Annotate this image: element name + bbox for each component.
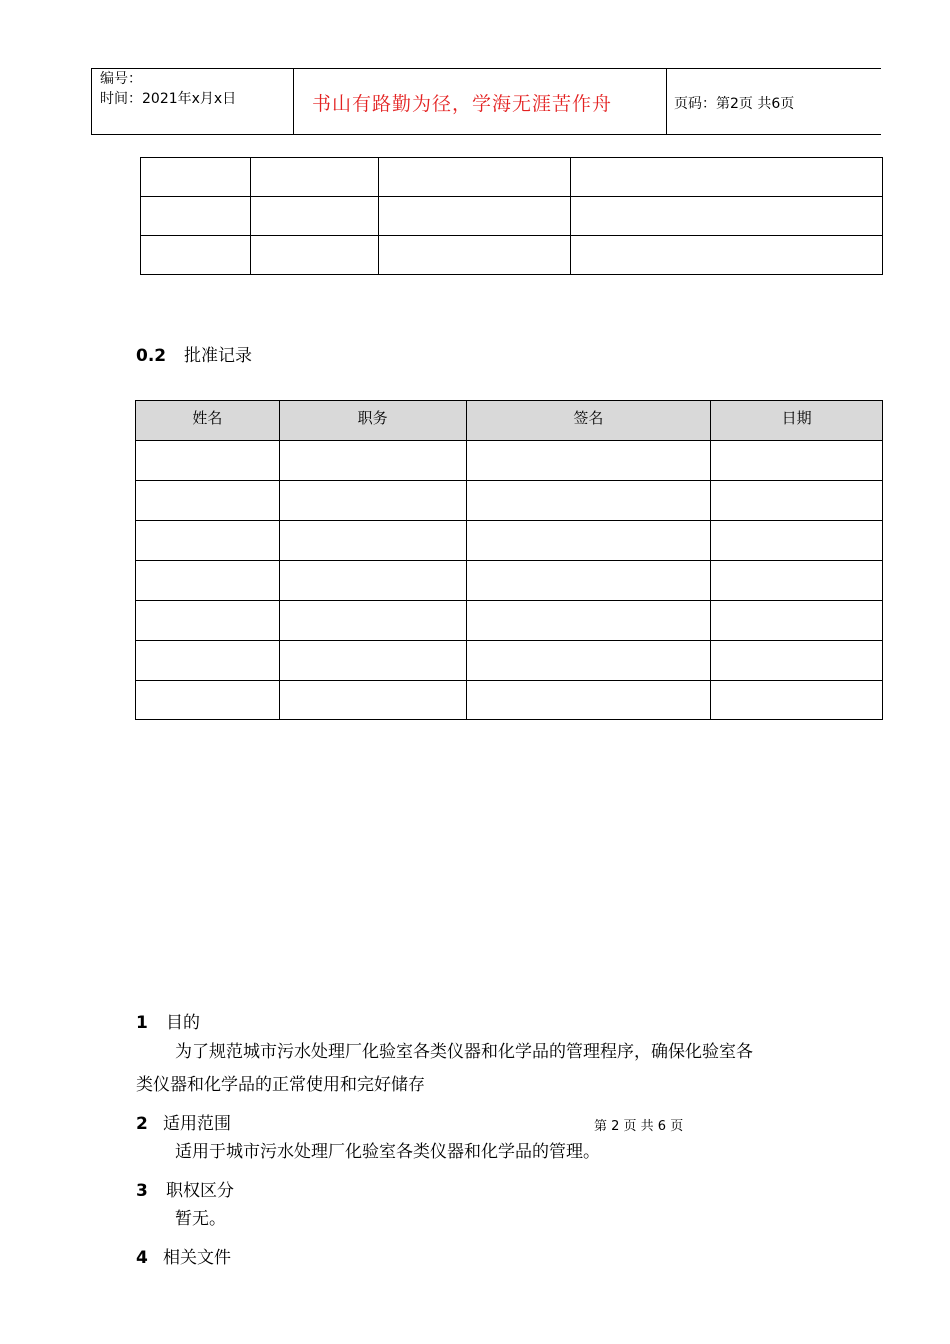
table-cell: [711, 641, 883, 681]
table-cell: [711, 441, 883, 481]
table-cell: [136, 441, 280, 481]
table-row: [136, 441, 883, 481]
section-1-text-line1: 为了规范城市污水处理厂化验室各类仪器和化学品的管理程序，确保化验室各: [175, 1042, 753, 1062]
table-cell: [466, 561, 711, 601]
approval-title: 批准记录: [184, 346, 252, 366]
table-cell: [571, 197, 883, 236]
table-cell: [466, 481, 711, 521]
table-cell: [711, 521, 883, 561]
time-label: 时间：2021年x月x日: [100, 91, 237, 107]
page-header: [91, 68, 881, 135]
table-cell: [136, 681, 280, 720]
section-4-heading: [136, 1243, 231, 1268]
table-cell: [571, 236, 883, 275]
table-cell: [711, 681, 883, 720]
table-cell: [279, 561, 466, 601]
table-row: [136, 521, 883, 561]
section-1-title: 目的: [166, 1013, 200, 1033]
section-2-number: 2: [136, 1114, 148, 1134]
table-cell: [466, 441, 711, 481]
col-header-date: 日期: [711, 401, 883, 441]
section-3-text: 暂无。: [175, 1209, 226, 1229]
table-cell: [136, 521, 280, 561]
approval-number: 0.2: [136, 346, 167, 366]
header-motto: 书山有路勤为径，学海无涯苦作舟: [312, 93, 613, 115]
section-1-text-line2: 类仪器和化学品的正常使用和完好储存: [136, 1075, 425, 1095]
table-cell: [136, 601, 280, 641]
section-3-heading: [136, 1176, 234, 1201]
section-4-number: 4: [136, 1248, 148, 1268]
table-cell: [466, 641, 711, 681]
table-cell: [466, 601, 711, 641]
header-page-label: 页码：第2页 共6页: [674, 96, 795, 112]
col-header-name: 姓名: [136, 401, 280, 441]
table-cell: [279, 441, 466, 481]
table-cell: [136, 561, 280, 601]
table-row: [136, 641, 883, 681]
table-cell: [571, 158, 883, 197]
header-divider: [666, 69, 667, 134]
table-row: [136, 481, 883, 521]
table-cell: [711, 601, 883, 641]
table-cell: [711, 481, 883, 521]
approval-table: [135, 400, 883, 720]
table-cell: [136, 481, 280, 521]
footer-page-indicator: 第 2 页 共 6 页: [594, 1119, 684, 1134]
table-cell: [250, 197, 378, 236]
table-row: [136, 561, 883, 601]
section-2-heading: [136, 1109, 231, 1134]
table-cell: [466, 681, 711, 720]
section-3-title: 职权区分: [166, 1181, 234, 1201]
table-row: [136, 601, 883, 641]
col-header-signature: 签名: [466, 401, 711, 441]
table-cell: [711, 561, 883, 601]
table-cell: [279, 521, 466, 561]
table-cell: [279, 641, 466, 681]
table-cell: [279, 601, 466, 641]
section-1-number: 1: [136, 1013, 148, 1033]
table-cell: [279, 481, 466, 521]
header-divider: [293, 69, 294, 134]
table-cell: [279, 681, 466, 720]
section-4-title: 相关文件: [163, 1248, 231, 1268]
table-cell: [466, 521, 711, 561]
table-cell: [136, 641, 280, 681]
table-row: [136, 681, 883, 720]
revision-table: [140, 157, 883, 275]
table-cell: [250, 236, 378, 275]
table-cell: [378, 158, 571, 197]
table-cell: [141, 158, 251, 197]
code-label: 编号：: [100, 71, 142, 87]
table-cell: [141, 236, 251, 275]
approval-heading: [136, 341, 252, 366]
table-cell: [250, 158, 378, 197]
section-1-heading: [136, 1008, 200, 1033]
header-meta: [100, 69, 236, 109]
col-header-position: 职务: [279, 401, 466, 441]
table-row: [141, 158, 883, 197]
section-2-text: 适用于城市污水处理厂化验室各类仪器和化学品的管理。: [175, 1142, 600, 1162]
table-cell: [378, 197, 571, 236]
table-row: [141, 236, 883, 275]
table-row: [141, 197, 883, 236]
section-2-title: 适用范围: [163, 1114, 231, 1134]
approval-header-row: [136, 401, 883, 441]
table-cell: [378, 236, 571, 275]
section-3-number: 3: [136, 1181, 148, 1201]
table-cell: [141, 197, 251, 236]
